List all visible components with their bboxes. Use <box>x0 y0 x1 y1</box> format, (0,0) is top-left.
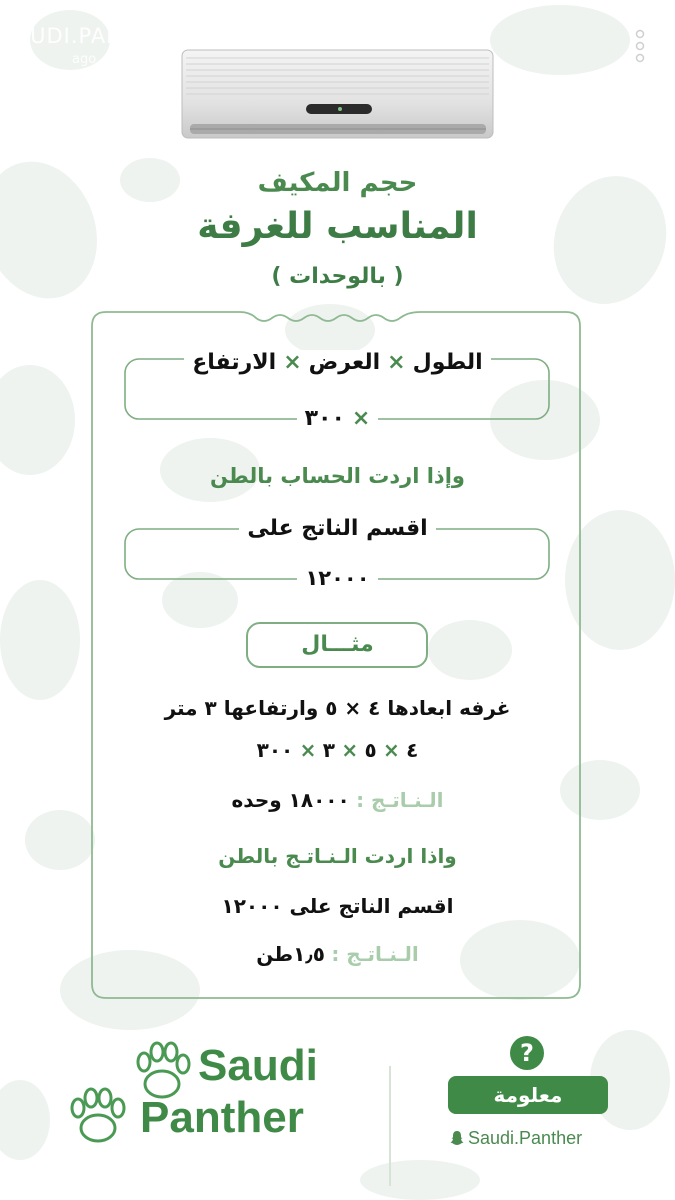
calc-times-3: × <box>299 738 317 762</box>
formula-height: الارتفاع <box>192 350 277 375</box>
calc-factor: ٣٠٠ <box>256 738 294 762</box>
example-ton-divide: اقسم الناتج على ١٢٠٠٠ <box>221 894 454 918</box>
divisor-value: ١٢٠٠٠ <box>297 566 377 590</box>
snapchat-handle[interactable] <box>450 1128 650 1152</box>
formula-factor: ٣٠٠ <box>304 406 345 431</box>
formula-length: الطول <box>412 350 483 375</box>
divide-label-line <box>0 516 675 541</box>
example-ton-result <box>0 942 675 966</box>
question-icon: ? <box>510 1036 544 1070</box>
brand-line-1: Saudi <box>198 1041 318 1090</box>
calc-width: ٥ <box>364 738 377 762</box>
ton-result-value: ١٫٥طن <box>256 942 325 966</box>
example-label: مثـــال <box>301 632 374 657</box>
result-label: الـنـاتـج : <box>356 788 444 812</box>
formula-times-1: × <box>387 350 406 375</box>
calc-height: ٣ <box>322 738 335 762</box>
title-line-3: ( بالوحدات ) <box>271 264 404 289</box>
result-value: ١٨٠٠٠ وحده <box>231 788 350 812</box>
formula-factor-line <box>0 406 675 431</box>
calc-length: ٤ <box>406 738 419 762</box>
example-result <box>0 788 675 812</box>
snapchat-handle-text: Saudi.Panther <box>468 1128 583 1148</box>
story-username[interactable]: SAUDI.PANTH <box>0 24 154 48</box>
formula-width: العرض <box>308 350 381 375</box>
ton-result-label: الـنـاتـج : <box>331 942 419 966</box>
info-button[interactable]: معلومة <box>448 1076 608 1114</box>
calc-times-2: × <box>341 738 359 762</box>
formula-times-2: × <box>283 350 302 375</box>
example-ton-heading: واذا اردت الـنـاتـج بالطن <box>218 844 457 868</box>
divisor-line <box>0 566 675 590</box>
title-line-2: المناسب للغرفة <box>197 206 478 247</box>
brand-logo <box>140 1040 380 1144</box>
title-line-1: حجم المكيف <box>257 168 418 198</box>
footer-divider <box>389 1066 391 1186</box>
ton-heading: وإذا اردت الحساب بالطن <box>210 464 465 488</box>
formula-times-3: × <box>351 406 371 431</box>
formula-line <box>0 350 675 375</box>
example-calc <box>0 738 675 762</box>
story-time: ago <box>72 52 97 67</box>
divide-label: اقسم الناتج على <box>239 516 435 541</box>
snapchat-ghost-icon <box>450 1130 464 1146</box>
more-options-icon[interactable] <box>633 28 647 64</box>
brand-line-2: Panther <box>140 1093 304 1142</box>
air-conditioner-icon <box>180 48 495 143</box>
calc-times-1: × <box>383 738 400 762</box>
example-room-text: غرفه ابعادها ٤ × ٥ وارتفاعها ٣ متر <box>164 696 511 720</box>
